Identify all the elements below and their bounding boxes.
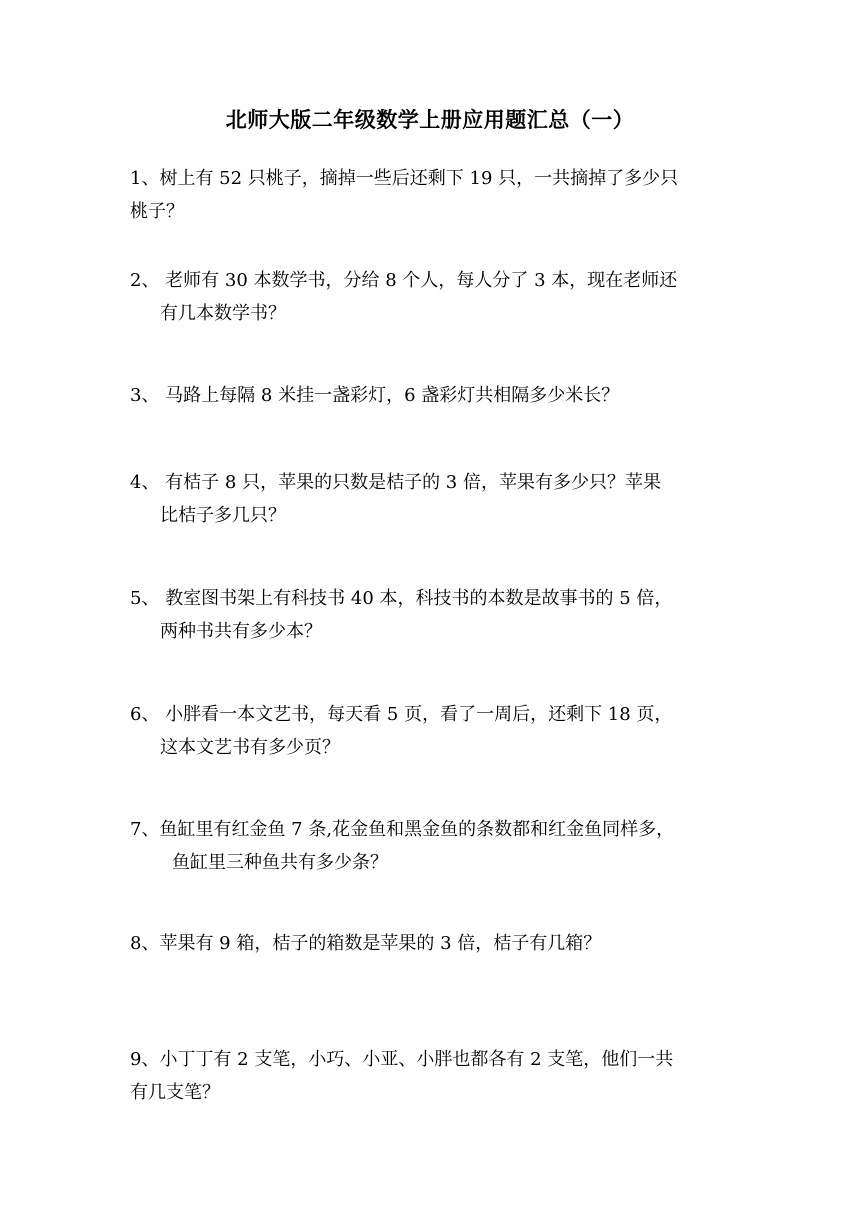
question-9-line-2: 有几支笔？ bbox=[130, 1082, 220, 1103]
question-1-line-1: 1、树上有 52 只桃子，摘掉一些后还剩下 19 只，一共摘掉了多少只 bbox=[130, 168, 679, 189]
question-2-line-1: 2、 老师有 30 本数学书，分给 8 个人，每人分了 3 本，现在老师还 bbox=[130, 270, 678, 291]
question-6-line-1: 6、 小胖看一本文艺书，每天看 5 页，看了一周后，还剩下 18 页， bbox=[130, 704, 673, 725]
question-2 bbox=[130, 264, 735, 330]
question-7-line-2: 鱼缸里三种鱼共有多少条？ bbox=[172, 852, 388, 873]
question-4 bbox=[130, 466, 735, 532]
document-title: 北师大版二年级数学上册应用题汇总（一） bbox=[225, 108, 635, 132]
question-4-line-2: 比桔子多几只？ bbox=[160, 505, 286, 526]
question-9 bbox=[130, 1043, 735, 1109]
question-7-line-1: 7、鱼缸里有红金鱼 7 条,花金鱼和黑金鱼的条数都和红金鱼同样多， bbox=[130, 819, 675, 840]
question-6-line-2: 这本文艺书有多少页？ bbox=[160, 737, 340, 758]
question-4-line-1: 4、 有桔子 8 只，苹果的只数是桔子的 3 倍，苹果有多少只？苹果 bbox=[130, 472, 661, 493]
question-5 bbox=[130, 582, 735, 648]
question-5-line-2: 两种书共有多少本？ bbox=[160, 621, 322, 642]
question-3 bbox=[130, 379, 735, 412]
question-7 bbox=[130, 813, 735, 879]
question-2-line-2: 有几本数学书？ bbox=[160, 303, 286, 324]
question-6 bbox=[130, 698, 735, 764]
question-1-line-2: 桃子？ bbox=[130, 201, 184, 222]
question-9-line-1: 9、小丁丁有 2 支笔，小巧、小亚、小胖也都各有 2 支笔，他们一共 bbox=[130, 1049, 674, 1070]
question-5-line-1: 5、 教室图书架上有科技书 40 本，科技书的本数是故事书的 5 倍， bbox=[130, 588, 673, 609]
question-8-line-1: 8、苹果有 9 箱，桔子的箱数是苹果的 3 倍，桔子有几箱？ bbox=[130, 933, 602, 954]
question-1 bbox=[130, 162, 735, 228]
question-3-line-1: 3、 马路上每隔 8 米挂一盏彩灯，6 盏彩灯共相隔多少米长？ bbox=[130, 385, 620, 406]
question-8 bbox=[130, 927, 735, 960]
